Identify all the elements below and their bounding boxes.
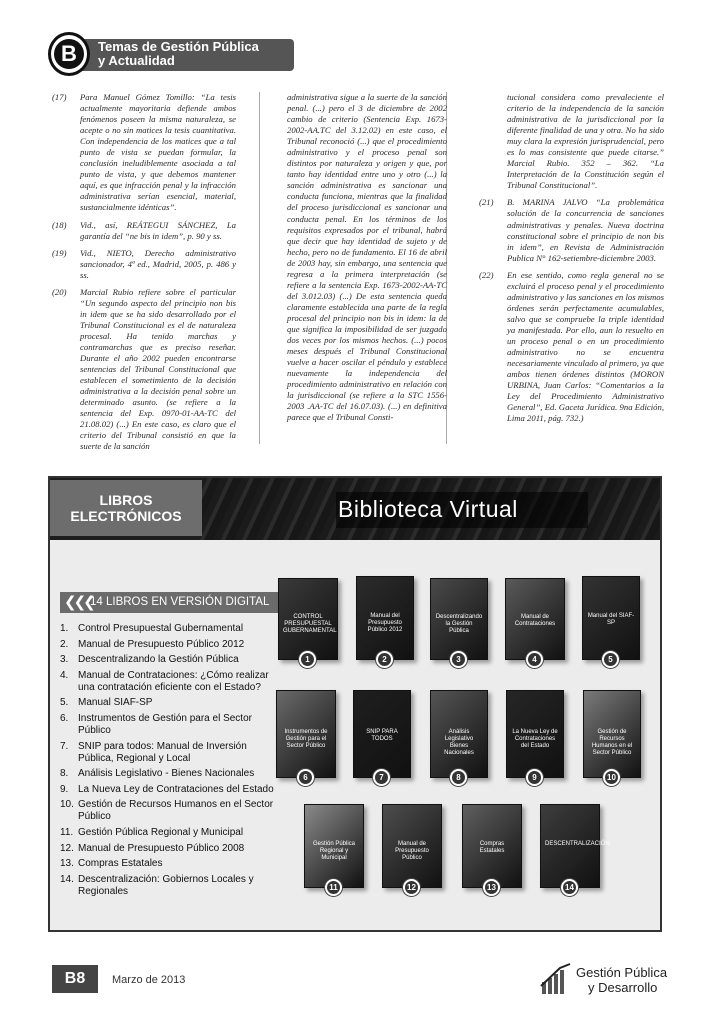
book-cover[interactable] (353, 690, 411, 778)
cover-number-badge: 12 (403, 879, 420, 896)
book-cover[interactable] (278, 578, 338, 660)
cover-title: Manual de Contrataciones (514, 614, 556, 628)
cover-number-badge: 1 (299, 651, 316, 668)
book-title: Manual SIAF-SP (78, 697, 153, 709)
book-title: SNIP para todos: Manual de Inversión Pública, Regional y Local (78, 740, 247, 764)
footnote (52, 287, 236, 453)
footnote-number: (22) (479, 269, 494, 280)
book-cover[interactable] (430, 690, 488, 778)
footnote (52, 92, 236, 214)
footnote-number: (17) (52, 92, 67, 102)
book-number: 12. (60, 842, 74, 854)
page-number: B8 (52, 965, 98, 993)
book-number: 5. (60, 697, 69, 709)
book-cover[interactable] (382, 804, 442, 888)
book-cover[interactable] (276, 690, 336, 778)
book-title: Gestión Pública Regional y Municipal (78, 826, 244, 838)
book-number: 7. (60, 740, 69, 752)
book-list-item (60, 827, 280, 839)
book-list-item (60, 713, 280, 737)
cover-number-badge: 8 (450, 769, 467, 786)
books-list (60, 623, 280, 901)
book-list-item (60, 639, 280, 651)
book-cover[interactable] (462, 804, 522, 888)
footnote-number: (20) (52, 286, 67, 297)
footnotes (52, 92, 664, 452)
footnote-text: B. MARINA JALVO “La problemática solución de la concurrencia de sanciones administrativas y penales. Nueva doctrina constitucional sobre el principio de non bis in idem”, en Revista de Administración Publica N° 162-setiembre-diciembre 2003. (507, 197, 664, 263)
book-list-item (60, 654, 280, 666)
ebooks-tag-line2: ELECTRÓNICOS (70, 508, 182, 524)
book-title: Manual de Presupuesto Público 2008 (78, 842, 245, 854)
book-title: Manual de Presupuesto Público 2012 (78, 638, 245, 650)
footnote-text: Marcial Rubio refiere sobre el particular “Un segundo aspecto del principio non bis in idem que se ha sido desarrollado por el Tribunal Constitucional es el de naturaleza procesal. Ha tenido marchas y contramarchas que es preciso reseñar. Durante el año 2002 pueden encontrarse sentencias del Tribunal Constitucional que establecen el sometimiento de la decisión administrativa a la decisión penal sobre un determinado asunto. (se refiere a la sentencia del Exp. 0970-01-AA-TC del 21.08.02) (...) En este caso, es claro que el criterio del Tribunal consistió en que la suerte de la sanción (80, 286, 236, 452)
library-banner (50, 478, 660, 540)
issue-date: Marzo de 2013 (112, 974, 186, 986)
cover-number-badge: 9 (526, 769, 543, 786)
book-title: Instrumentos de Gestión para el Sector Público (78, 712, 252, 736)
section-letter: B (54, 39, 84, 69)
footnote-column-3 (479, 92, 664, 444)
cover-number-badge: 6 (297, 769, 314, 786)
cover-title: Manual de Presupuesto Público (395, 841, 429, 862)
cover-title: Compras Estatales (479, 841, 505, 855)
book-list-item (60, 784, 280, 796)
cover-number-badge: 4 (526, 651, 543, 668)
cover-number-badge: 5 (602, 651, 619, 668)
footnote-text: Para Manuel Gómez Tomillo: “La tesis actualmente mayoritaria defiende ambos fenómenos poseen la misma naturaleza, se acepte o no sin matices la tesis cuantitativa. Con independencia de los matices que a tal punto de vista se puedan formular, la conclusión ineludiblemente asociada a tal punto de vista, y que debemos mantener aquí, es que infracción penal y la infracción administrativa serían esencial, material, sustancialmente idénticas”. (80, 92, 236, 213)
book-list-item (60, 843, 280, 855)
book-title: Control Presupuestal Gubernamental (78, 623, 244, 634)
footnote (479, 197, 664, 263)
book-list-item (60, 670, 280, 694)
virtual-library-ad (48, 476, 662, 932)
cover-title: Manual del SIAF-SP (587, 613, 635, 627)
footnote-column-1 (52, 92, 236, 452)
cover-number-badge: 13 (483, 879, 500, 896)
cover-number-badge: 2 (376, 651, 393, 668)
footnote (479, 270, 664, 425)
cover-number-badge: 7 (373, 769, 390, 786)
library-title: Biblioteca Virtual (338, 496, 518, 522)
bar-chart-logo-icon (540, 962, 574, 996)
book-title: Análisis Legislativo - Bienes Nacionales (78, 768, 255, 780)
cover-number-badge: 10 (603, 769, 620, 786)
section-header (48, 32, 298, 76)
book-title: Manual de Contrataciones: ¿Cómo realizar una contratación eficiente con el Estado? (78, 669, 269, 693)
footnote (52, 248, 236, 281)
footnote (52, 220, 236, 242)
book-list-item (60, 874, 280, 898)
section-badge (48, 32, 90, 76)
ebooks-tag (50, 480, 202, 536)
footnote-number: (18) (52, 219, 67, 230)
footnote-text: En ese sentido, como regla general no se excluirá el proceso penal y el procedimiento administrativo y las sanciones en los mismos órdenes serán perfectamente acumulables, salvo que se compruebe la triple identidad ya manifestada. Por ello, aun lo resuelto en un proceso penal o en un procedimiento administrativo no se encuentra necesariamente vinculado al primero, ya que ambos tienen órdenes distintos (MORON URBINA, Juan Carlos: “Comentarios a la Ley del Procedimiento Administrativo General”, Ed. Gaceta Jurídica. 9na Edición, Lima 2011, pág. 732.) (507, 269, 664, 424)
book-title: Gestión de Recursos Humanos en el Sector Público (78, 799, 274, 823)
book-number: 3. (60, 654, 69, 666)
book-list-item (60, 858, 280, 870)
cover-title: CONTROL PRESUPUESTAL GUBERNAMENTAL (283, 614, 337, 635)
book-cover[interactable] (583, 690, 641, 778)
book-title: La Nueva Ley de Contrataciones del Estado (78, 783, 274, 795)
book-list-item (60, 741, 280, 765)
book-number: 13. (60, 858, 74, 870)
cover-number-badge: 3 (450, 651, 467, 668)
book-cover[interactable] (540, 804, 610, 888)
book-number: 10. (60, 799, 74, 811)
section-title-line1: Temas de Gestión Pública (98, 39, 259, 54)
section-title-line2: y Actualidad (98, 53, 175, 68)
brand-logo (540, 962, 680, 1000)
cover-title: Gestión de Recursos Humanos en el Sector Público (591, 728, 633, 756)
cover-title: La Nueva Ley de Contrataciones del Estado (512, 728, 558, 749)
cover-title: Manual del Presupuesto Público 2012 (367, 613, 403, 634)
cover-number-badge: 11 (325, 879, 342, 896)
brand-line2: y Desarrollo (588, 980, 658, 995)
book-cover[interactable] (356, 576, 414, 660)
book-number: 11. (60, 826, 74, 838)
book-cover[interactable] (304, 804, 364, 888)
cover-title: Análisis Legislativo Bienes Nacionales (444, 728, 474, 756)
footnote-continuation: administrativa sigue a la suerte de la sanción penal. (...) pero el 3 de diciembre de 2002 cambio de criterio (Sentencia Exp. 1673-2002-AA.TC del 3.12.02) en este caso, el Tribunal reconoció (...) que el procedimiento administrativo y el proceso penal son distintos por naturaleza y origen y que, por tanto hay identidad entre uno y otro (...) la sanción administrativa es sancionar una conducta funciona, mientras que la finalidad del proceso jurisdiccional es sancionar una conducta penal. En los términos de los requisitos expresados por el tribunal, habrá que decir que hay identidad de sujeto y de hecho, pero no de fundamento. El 16 de abril de 2003 hay, sin embargo, una sentencia que regresa a la primera interpretación (se refiere a la sentencia Exp. 1673-2002-AA-TC del 3.012.03) (...) De esta sentencia queda claramente establecida una parte de la regla procesal del principio non bis in idem: la de que significa la imposibilidad de ser juzgado dos veces por los mismos hechos. (...) pocos meses después el Tribunal Constitucional vuelve a hacer oscilar el péndulo y establece nuevamente la independencia del procedimiento administrativo en relación con la jurisdiccional (se refiere a la STC 1556-2003 .AA-TC del 16.07.03). (...) en definitiva parece que el Tribunal Consti- (287, 92, 447, 423)
book-cover[interactable] (505, 578, 565, 660)
cover-title: Gestión Pública Regional y Municipal (312, 841, 356, 862)
book-cover[interactable] (430, 578, 488, 660)
cover-title: DESCENTRALIZACIÓN (545, 841, 610, 848)
footnote-column-2 (259, 92, 447, 444)
cover-title: Instrumentos de Gestión para el Sector Público (284, 728, 328, 749)
book-title: Descentralizando la Gestión Pública (78, 654, 239, 666)
ebooks-tag-line1: LIBROS (99, 492, 153, 508)
chevrons-left-icon: ❮❮❮ (64, 594, 93, 611)
books-list-heading-label: 14 LIBROS EN VERSIÓN DIGITAL (90, 596, 270, 608)
book-number: 2. (60, 638, 69, 650)
book-number: 14. (60, 873, 74, 885)
book-list-item (60, 697, 280, 709)
book-title: Descentralización: Gobiernos Locales y Regionales (78, 873, 254, 897)
books-list-heading (60, 592, 278, 613)
book-number: 8. (60, 768, 69, 780)
book-list-item (60, 799, 280, 823)
book-list-item (60, 768, 280, 780)
book-cover[interactable] (582, 576, 640, 660)
footnote-text: Vid., así, REÁTEGUI SÁNCHEZ, La garantía del “ne bis in idem”, p. 90 y ss. (80, 219, 236, 241)
book-number: 1. (60, 623, 69, 634)
footnote-number: (19) (52, 247, 67, 258)
cover-title: Descentralizando la Gestión Pública (435, 614, 483, 635)
book-number: 4. (60, 669, 69, 681)
footnote-continuation (479, 92, 664, 191)
footnote-number: (21) (479, 197, 494, 208)
book-title: Compras Estatales (78, 858, 163, 870)
book-list-item (60, 623, 280, 635)
brand-name (576, 965, 667, 995)
footnote-text: Vid., NIETO, Derecho administrativo sancionador, 4ª ed., Madrid, 2005, p. 486 y ss. (80, 247, 236, 280)
book-number: 6. (60, 712, 69, 724)
book-number: 9. (60, 783, 69, 795)
book-cover[interactable] (506, 690, 564, 778)
brand-line1: Gestión Pública (576, 965, 668, 980)
cover-title: SNIP PARA TODOS (366, 728, 398, 742)
footnote-text: tucional considera como prevaleciente el criterio de la independencia de la sanción administrativa de la jurisdiccional por la diferente finalidad de una y otra. No ha sido muy clara la expresión jurisprudencial, pero es lo mas consistente que puede citarse.” Marcial Rubio. 352 – 362. “La Interpretación de la Constitución según el Tribunal Constitucional”. (507, 92, 664, 191)
section-title (98, 40, 259, 68)
cover-number-badge: 14 (561, 879, 578, 896)
